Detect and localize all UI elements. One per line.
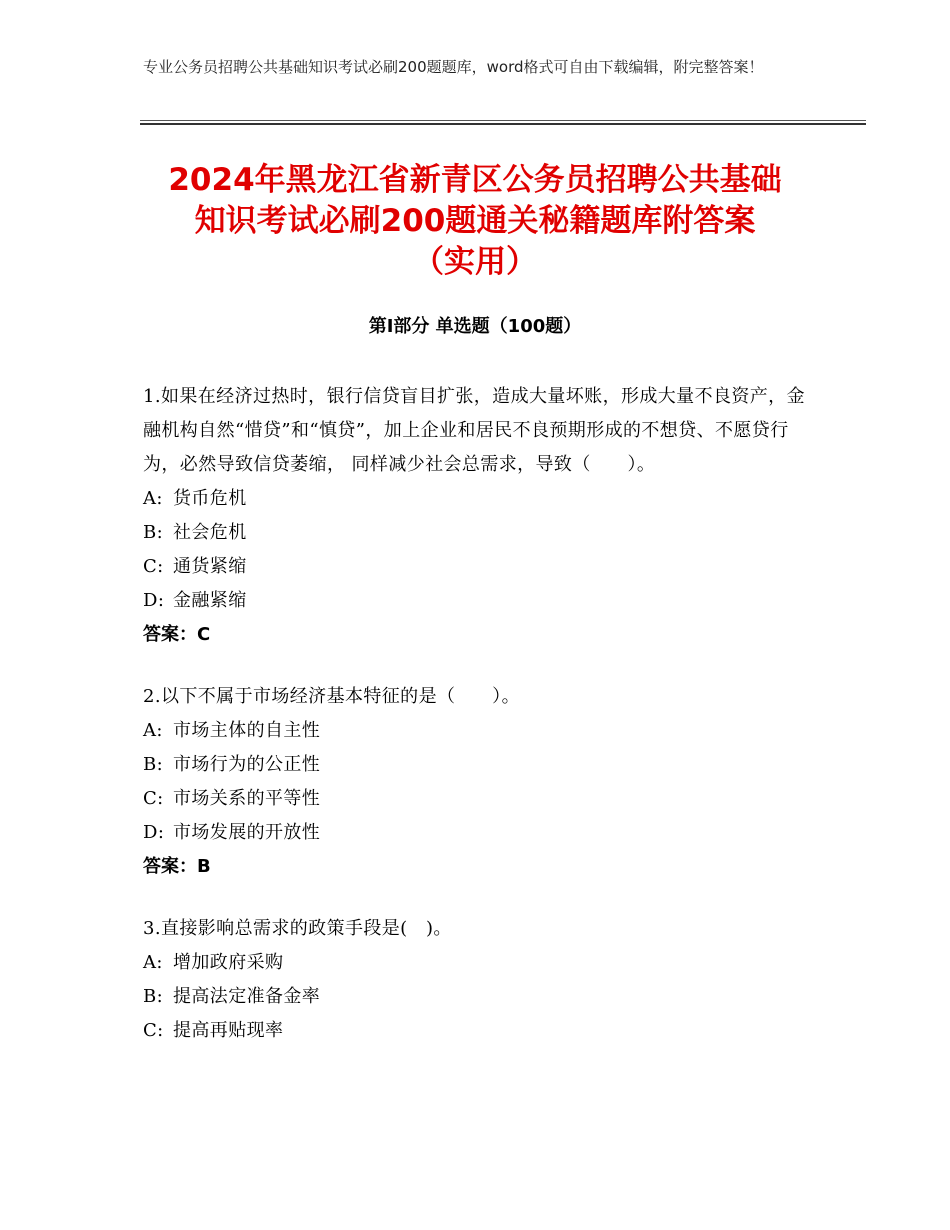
option-b [143,748,813,782]
question-list [143,380,813,1076]
option-letter: C: [143,556,164,577]
option-a [143,714,813,748]
option-text: 提高法定准备金率 [173,986,321,1007]
option-letter: D: [143,590,165,611]
option-letter: C: [143,1020,164,1041]
option-text: 市场关系的平等性 [173,788,321,809]
option-c [143,782,813,816]
title-line-2: 知识考试必刷200题通关秘籍题库附答案 [194,203,756,239]
question-stem: 1.如果在经济过热时，银行信贷盲目扩张，造成大量坏账，形成大量不良资产，金融机构自然“惜贷”和“慎贷”，加上企业和居民不良预期形成的不想贷、不愿贷行为，必然导致信贷萎缩， 同样减少社会总需求，导致（ ）。 [143,386,805,475]
option-text: 社会危机 [173,522,247,543]
title-line-1: 2024年黑龙江省新青区公务员招聘公共基础 [168,162,782,198]
question-1 [143,380,813,652]
option-text: 提高再贴现率 [173,1020,284,1041]
option-c [143,1014,813,1048]
option-text: 市场主体的自主性 [173,720,321,741]
option-text: 市场行为的公正性 [173,754,321,775]
document-title [120,160,830,283]
title-line-3: （实用） [413,244,537,280]
header-divider-thick [140,123,866,125]
option-letter: C: [143,788,164,809]
question-2 [143,680,813,884]
header-note: 专业公务员招聘公共基础知识考试必刷200题题库，word格式可自由下载编辑，附完整答案！ [143,58,764,76]
option-text: 金融紧缩 [173,590,247,611]
option-letter: A: [143,488,163,509]
question-stem: 3.直接影响总需求的政策手段是( )。 [143,918,452,939]
option-a [143,482,813,516]
option-b [143,980,813,1014]
option-c [143,550,813,584]
option-letter: D: [143,822,165,843]
question-stem: 2.以下不属于市场经济基本特征的是（ ）。 [143,686,520,707]
option-text: 货币危机 [173,488,247,509]
option-letter: B: [143,522,164,543]
option-text: 市场发展的开放性 [173,822,321,843]
header-divider-thin [140,120,866,121]
answer-label: 答案：C [143,624,211,645]
option-d [143,584,813,618]
option-d [143,816,813,850]
option-a [143,946,813,980]
option-text: 通货紧缩 [173,556,247,577]
option-b [143,516,813,550]
answer-label: 答案：B [143,856,211,877]
option-text: 增加政府采购 [173,952,284,973]
option-letter: B: [143,754,164,775]
question-3 [143,912,813,1048]
option-letter: A: [143,720,163,741]
option-letter: A: [143,952,163,973]
option-letter: B: [143,986,164,1007]
section-title: 第Ⅰ部分 单选题（100题） [368,316,582,337]
